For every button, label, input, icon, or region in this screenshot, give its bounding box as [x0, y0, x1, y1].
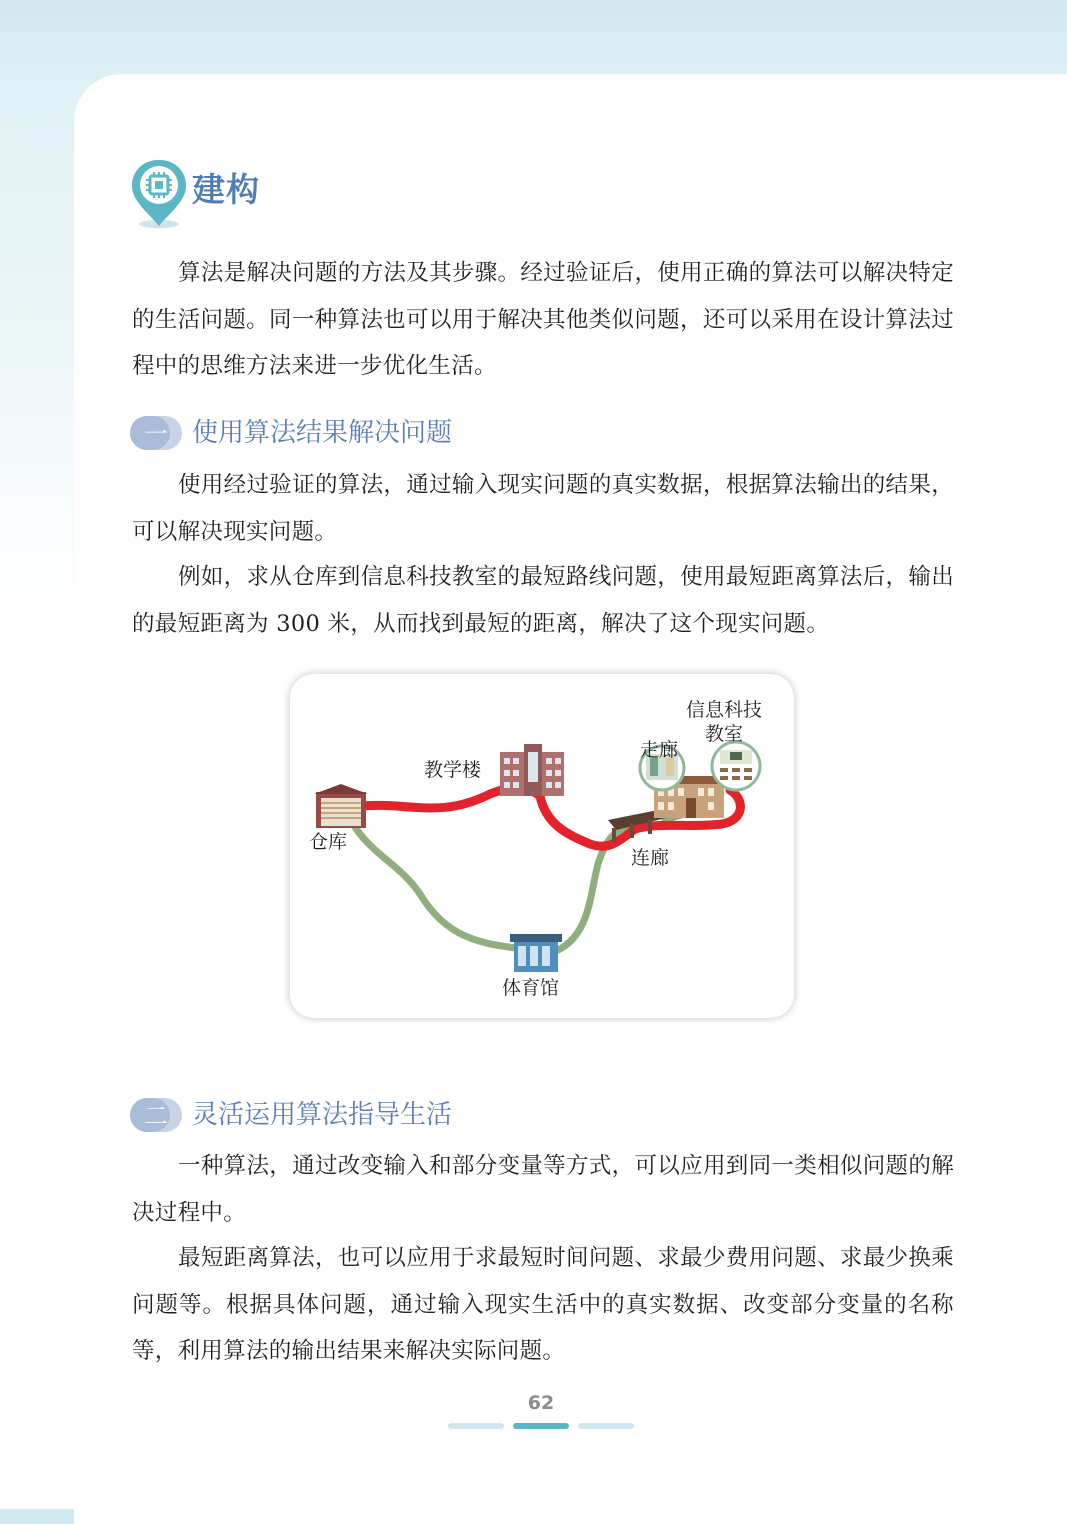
chip-pin-icon: [130, 158, 188, 230]
part1-paragraph-1: 使用经过验证的算法，通过输入现实问题的真实数据，根据算法输出的结果，可以解决现实问题。: [132, 472, 954, 545]
page-bar-left: [448, 1423, 504, 1429]
teaching-building-icon: [500, 744, 564, 796]
route-warehouse-gym: [352, 822, 530, 950]
classroom-photo-bubble: [712, 742, 760, 790]
page-bar-center: [513, 1423, 569, 1429]
subsection-2-title: 灵活运用算法指导生活: [192, 1100, 453, 1130]
part2-paragraph-2: 最短距离算法，也可以应用于求最短时间问题、求最少费用问题、求最少换乘问题等。根据具体问题，通过输入现实生活中的真实数据、改变部分变量的名称等，利用算法的输出结果来解决实际问题。: [132, 1245, 954, 1364]
page-bar-right: [578, 1423, 634, 1429]
route-map-figure: [290, 674, 794, 1018]
corridor-link-label: 连廊: [631, 847, 670, 869]
subsection-2-badge-text: 二: [144, 1102, 168, 1130]
part1-paragraph-2: 例如，求从仓库到信息科技教室的最短路线问题，使用最短距离算法后，输出的最短距离为 300 米，从而找到最短的距离，解决了这个现实问题。: [132, 564, 954, 637]
gym-label: 体育馆: [502, 977, 560, 999]
corridor-label: 走廊: [640, 739, 679, 761]
part2-paragraph-1: 一种算法，通过改变输入和部分变量等方式，可以应用到同一类相似问题的解决过程中。: [132, 1153, 954, 1226]
warehouse-label: 仓库: [309, 831, 348, 853]
gym-icon: [510, 934, 562, 972]
section-title: 建构: [192, 170, 260, 209]
intro-paragraph: 算法是解决问题的方法及其步骤。经过验证后，使用正确的算法可以解决特定的生活问题。同一种算法也可以用于解决其他类似问题，还可以采用在设计算法过程中的思维方法来进一步优化生活。: [132, 260, 954, 379]
teaching-building-label: 教学楼: [424, 759, 482, 781]
page-number: 62: [527, 1392, 555, 1414]
subsection-1-title: 使用算法结果解决问题: [192, 418, 453, 448]
subsection-1-badge-text: 一: [144, 420, 168, 448]
warehouse-icon: [314, 784, 368, 828]
it-classroom-label: 信息科技 教室: [686, 699, 763, 745]
